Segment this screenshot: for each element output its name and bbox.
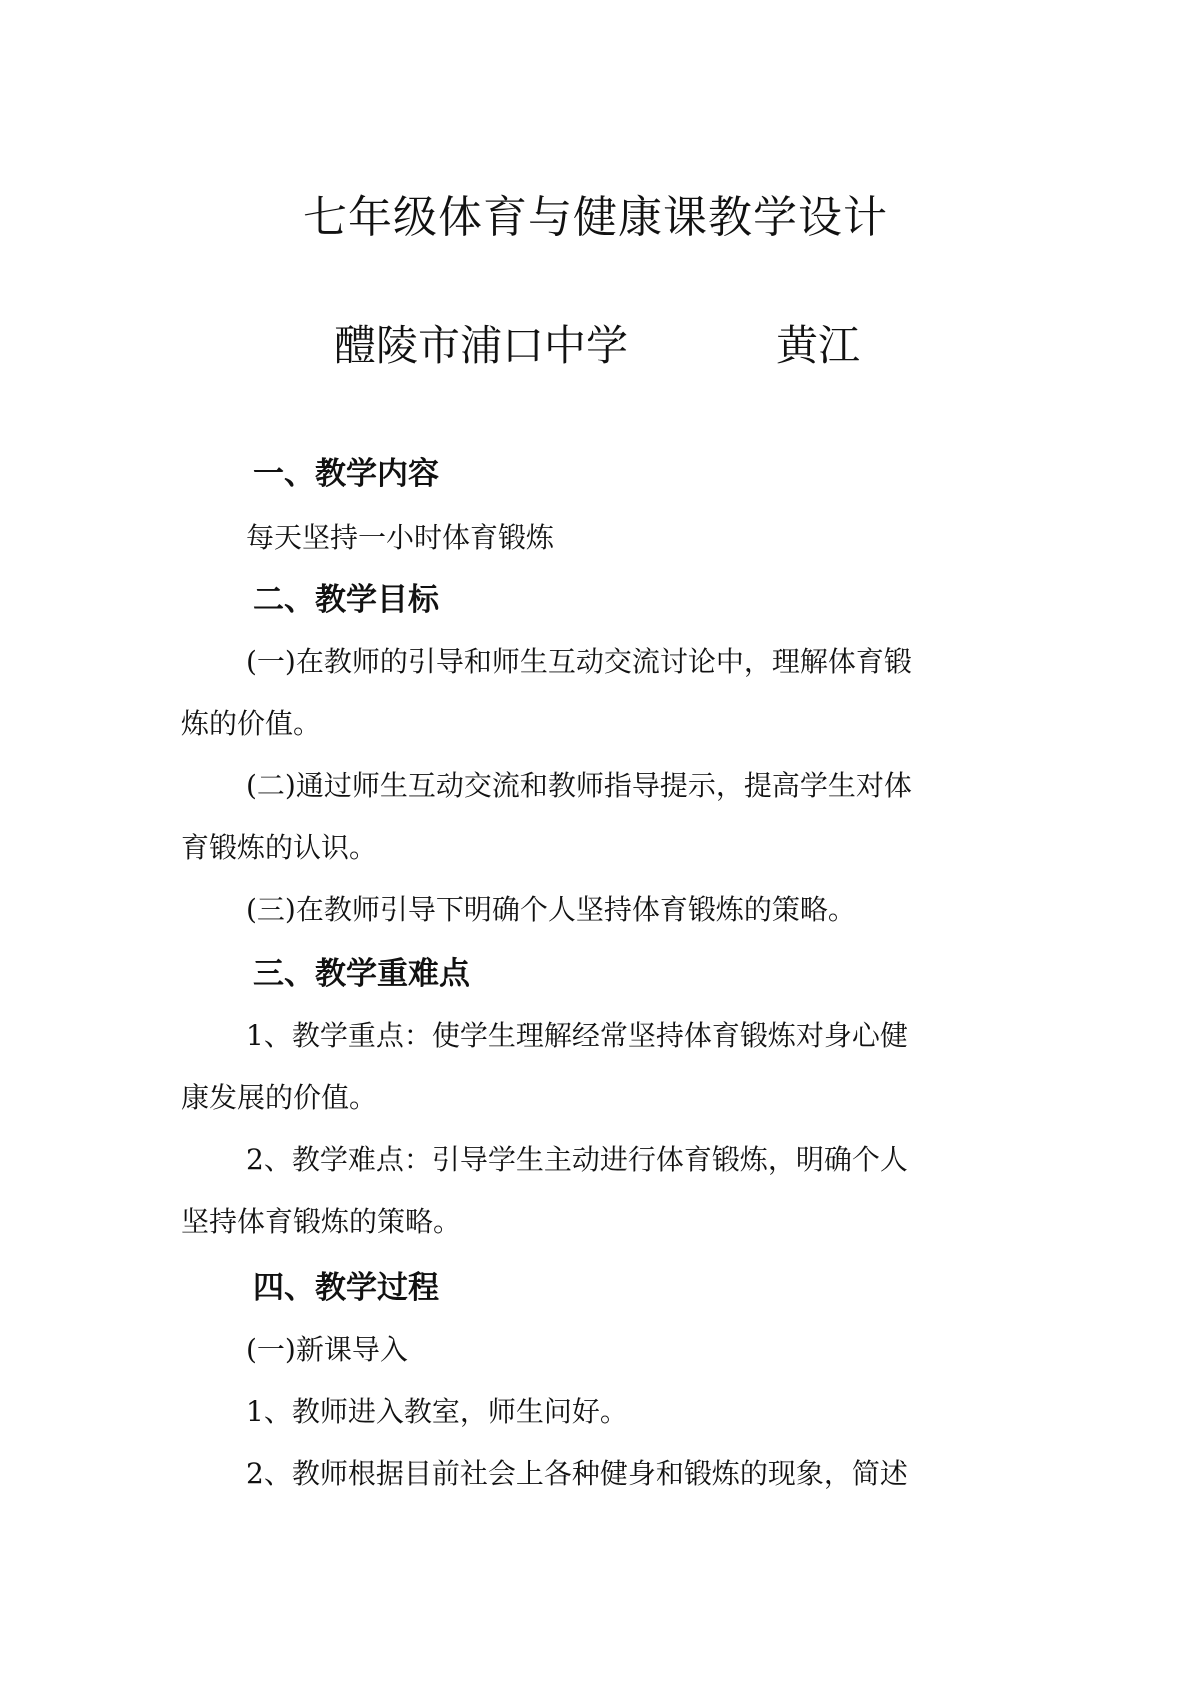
process-sub-1: (一)新课导入 — [246, 1333, 408, 1366]
key-point-1-line-1: 1、教学重点：使学生理解经常坚持体育锻炼对身心健 — [246, 1019, 908, 1052]
process-step-1: 1、教师进入教室，师生问好。 — [246, 1395, 628, 1428]
goal-3: (三)在教师引导下明确个人坚持体育锻炼的策略。 — [246, 893, 856, 926]
school-name: 醴陵市浦口中学 — [334, 321, 629, 370]
process-step-2-line-1: 2、教师根据目前社会上各种健身和锻炼的现象，简述 — [246, 1457, 908, 1490]
section-heading-content: 一、教学内容 — [253, 456, 439, 492]
section-heading-key-points: 三、教学重难点 — [253, 956, 470, 992]
key-point-1-line-2: 康发展的价值。 — [181, 1081, 378, 1114]
goal-1-line-1: (一)在教师的引导和师生互动交流讨论中，理解体育锻 — [246, 645, 912, 678]
author-name: 黄江 — [776, 321, 861, 370]
document-title: 七年级体育与健康课教学设计 — [303, 192, 888, 243]
section-heading-goals: 二、教学目标 — [253, 582, 439, 618]
section-text-content: 每天坚持一小时体育锻炼 — [246, 521, 555, 554]
goal-1-line-2: 炼的价值。 — [181, 707, 322, 740]
key-point-2-line-2: 坚持体育锻炼的策略。 — [181, 1205, 462, 1238]
goal-2-line-1: (二)通过师生互动交流和教师指导提示，提高学生对体 — [246, 769, 912, 802]
section-heading-process: 四、教学过程 — [253, 1270, 439, 1306]
key-point-2-line-1: 2、教学难点：引导学生主动进行体育锻炼，明确个人 — [246, 1143, 908, 1176]
goal-2-line-2: 育锻炼的认识。 — [181, 831, 378, 864]
